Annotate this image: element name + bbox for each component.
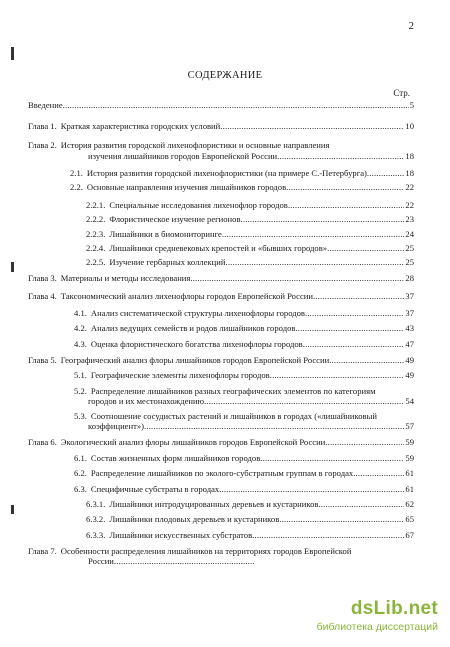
leader-dots xyxy=(277,151,404,161)
toc-entry-page: 37 xyxy=(405,307,414,318)
toc-entry-title: Изучение гербарных коллекций xyxy=(109,257,226,268)
page-title: СОДЕРЖАНИЕ xyxy=(187,70,263,81)
toc-entry-title: Распределение лишайников по эколого-субстратным группам в городах xyxy=(90,467,354,478)
toc-entry-page: 61 xyxy=(405,467,414,478)
toc-entry[interactable] xyxy=(28,214,414,224)
toc-entry-page: 18 xyxy=(405,167,414,178)
toc-entry-number: 2.2.1. xyxy=(86,200,106,211)
page-number: 2 xyxy=(408,20,414,32)
toc-entry-title: Основные направления изучения лишайников городов xyxy=(86,182,287,193)
toc-entry-number: Глава 1. xyxy=(28,121,57,132)
toc-entry-number: 6.1. xyxy=(74,452,87,463)
toc-entry[interactable] xyxy=(28,140,414,160)
toc-entry-number: 2.2.2. xyxy=(86,214,106,225)
toc-entry-title: История развития городской лихенофлористики (на примере С.-Петербурга) xyxy=(86,167,367,178)
margin-mark xyxy=(11,505,14,514)
toc-entry[interactable] xyxy=(28,499,414,509)
toc-entry-page: 59 xyxy=(405,437,414,448)
toc-entry[interactable] xyxy=(28,308,414,318)
leader-dots xyxy=(318,499,404,509)
toc-entry-page: 25 xyxy=(405,242,414,253)
leader-dots xyxy=(303,339,405,349)
toc-entry-page: 5 xyxy=(409,100,414,110)
toc-entry[interactable] xyxy=(28,437,414,447)
toc-entry-number: Глава 5. xyxy=(28,355,57,366)
toc-entry-number: 2.2.3. xyxy=(86,228,106,239)
toc-entry-page: 67 xyxy=(405,529,414,540)
toc-entry-title: Географический анализ флоры лишайников городов Европейской России xyxy=(60,355,330,366)
leader-dots xyxy=(222,229,405,239)
toc-entry-page: 22 xyxy=(405,200,414,211)
toc-entry-page: 22 xyxy=(405,182,414,193)
toc-entry[interactable] xyxy=(28,411,414,431)
toc-entry-page: 49 xyxy=(405,355,414,366)
toc-entry-number: 6.2. xyxy=(74,467,87,478)
watermark-subtitle: библиотека диссертаций xyxy=(316,621,438,633)
toc-entry[interactable] xyxy=(28,200,414,210)
toc-entry-number: Глава 3. xyxy=(28,273,57,284)
leader-dots xyxy=(144,421,404,431)
toc-entry-number: 5.1. xyxy=(74,370,87,381)
toc-entry-number: 2.2. xyxy=(70,182,83,193)
leader-dots xyxy=(305,308,404,318)
toc-entry-number: 2.2.4. xyxy=(86,242,106,253)
leader-dots xyxy=(329,355,404,365)
leader-dots xyxy=(270,370,405,380)
watermark-brand: dsLib.net xyxy=(350,598,438,619)
toc-entry-title: Таксономический анализ лихенофлоры городов Европейской России xyxy=(60,291,313,302)
toc-entry[interactable] xyxy=(28,386,414,406)
watermark-logo[interactable] xyxy=(317,598,438,633)
toc-entry[interactable] xyxy=(28,514,414,524)
toc-entry-number: 4.1. xyxy=(74,307,87,318)
leader-dots xyxy=(241,214,405,224)
toc-entry-page: 57 xyxy=(405,421,414,432)
toc-entry-title: Экологический анализ флоры лишайников городов Европейской России xyxy=(60,437,326,448)
toc-entry-page: 24 xyxy=(405,228,414,239)
toc-entry[interactable] xyxy=(28,370,414,380)
toc-entry-number: 6.3.3. xyxy=(86,529,106,540)
toc-entry-number: 6.3. xyxy=(74,484,87,495)
toc-entry-title: История развития городской лихенофлористики и основные направления xyxy=(60,140,330,151)
margin-mark xyxy=(11,262,14,272)
toc-entry-title: Соотношение сосудистых растений и лишайников в городах («лишайниковый xyxy=(90,411,377,422)
toc-entry-title: Материалы и методы исследования xyxy=(60,273,191,284)
leader-dots xyxy=(219,484,404,494)
toc-entry-title: Распределение лишайников разных географических элементов по категориям xyxy=(90,385,376,396)
leader-dots xyxy=(225,257,404,267)
toc-entry-title: Лишайники средневековых крепостей и «бывших городов» xyxy=(109,242,328,253)
leader-dots xyxy=(279,514,404,524)
toc-entry-page: 49 xyxy=(405,370,414,381)
leader-dots xyxy=(313,291,404,301)
toc-entry-page: 25 xyxy=(405,257,414,268)
toc-entry-title: Лишайники искусственных субстратов xyxy=(109,529,253,540)
toc-entry-page: 10 xyxy=(405,121,414,132)
toc-entry-page: 37 xyxy=(405,291,414,302)
toc-entry-number: Глава 7. xyxy=(28,545,57,556)
leader-dots xyxy=(204,396,404,406)
toc-entry-number: 5.2. xyxy=(74,385,87,396)
toc-entry[interactable] xyxy=(28,273,414,283)
toc-entry[interactable] xyxy=(28,323,414,333)
toc-entry-title: Лишайники интродуцированных деревьев и кустарников xyxy=(109,499,319,510)
toc-entry-title: Оценка флористического богатства лихенофлоры городов xyxy=(90,339,303,350)
toc-entry-number: Введение xyxy=(28,100,63,110)
toc-entry-title: Географические элементы лихенофлоры городов xyxy=(90,370,270,381)
toc-entry-number: 4.2. xyxy=(74,322,87,333)
toc-entry[interactable] xyxy=(28,229,414,239)
toc-entry-page: 61 xyxy=(405,484,414,495)
toc-entry-page: 59 xyxy=(405,452,414,463)
toc-entry[interactable] xyxy=(28,182,414,192)
toc-entry-number: 5.3. xyxy=(74,411,87,422)
toc-entry-number: 6.3.1. xyxy=(86,499,106,510)
toc-entry-title-continued: России xyxy=(88,556,114,567)
leader-dots xyxy=(367,168,405,178)
leader-dots xyxy=(288,200,405,210)
toc-entry-number: Глава 4. xyxy=(28,291,57,302)
leader-dots xyxy=(114,556,254,566)
toc-entry[interactable] xyxy=(28,257,414,267)
toc-entry-page: 18 xyxy=(405,150,414,161)
toc-entry-title-continued: изучения лишайников городов Европейской России xyxy=(88,150,278,161)
toc-entry[interactable] xyxy=(28,339,414,349)
toc-entry-title: Лишайники плодовых деревьев и кустарников xyxy=(109,514,280,525)
page-column-header: Стр. xyxy=(393,88,410,98)
toc-entry-title: Особенности распределения лишайников на территориях городов Европейской xyxy=(60,545,352,556)
toc-entry-title: Лишайники в биомониторинге xyxy=(109,228,222,239)
toc-entry[interactable] xyxy=(28,546,414,566)
toc-entry[interactable] xyxy=(28,291,414,301)
table-of-contents xyxy=(28,100,414,566)
toc-entry-page: 23 xyxy=(405,214,414,225)
toc-entry-page: 54 xyxy=(405,395,414,406)
toc-entry-title-continued: городов и их местонахождению xyxy=(88,395,205,406)
toc-entry-number: 2.1. xyxy=(70,167,83,178)
leader-dots xyxy=(295,323,404,333)
toc-entry-page: 43 xyxy=(405,322,414,333)
toc-entry[interactable] xyxy=(28,243,414,253)
toc-entry[interactable] xyxy=(28,468,414,478)
toc-entry-page: 62 xyxy=(405,499,414,510)
toc-entry[interactable] xyxy=(28,484,414,494)
toc-entry-number: 6.3.2. xyxy=(86,514,106,525)
toc-entry-number: 4.3. xyxy=(74,339,87,350)
toc-entry[interactable] xyxy=(28,121,414,131)
toc-entry-title-continued: коэффициент») xyxy=(88,421,144,432)
toc-entry-title: Краткая характеристика городских условий xyxy=(60,121,221,132)
toc-entry-number: Глава 6. xyxy=(28,437,57,448)
leader-dots xyxy=(286,182,404,192)
toc-entry-title: Специфичные субстраты в городах xyxy=(90,484,220,495)
toc-entry-number: Глава 2. xyxy=(28,140,57,151)
toc-entry-title: Анализ ведущих семейств и родов лишайников городов xyxy=(90,322,296,333)
toc-entry[interactable] xyxy=(28,453,414,463)
toc-entry-title: Специальные исследования лихенофлор городов xyxy=(109,200,288,211)
toc-entry-page: 28 xyxy=(405,273,414,284)
margin-mark xyxy=(11,47,14,60)
leader-dots xyxy=(252,530,404,540)
leader-dots xyxy=(260,453,404,463)
toc-entry-number: 2.2.5. xyxy=(86,257,106,268)
leader-dots xyxy=(353,468,404,478)
leader-dots xyxy=(325,437,404,447)
toc-entry-title: Анализ систематической структуры лихенофлоры городов xyxy=(90,307,305,318)
toc-entry[interactable] xyxy=(28,355,414,365)
leader-dots xyxy=(63,100,409,110)
leader-dots xyxy=(220,121,404,131)
toc-entry[interactable] xyxy=(28,100,414,110)
toc-entry-title: Флористическое изучение регионов xyxy=(109,214,241,225)
toc-entry[interactable] xyxy=(28,530,414,540)
toc-entry-page: 47 xyxy=(405,339,414,350)
toc-entry-page: 65 xyxy=(405,514,414,525)
toc-entry-title: Состав жизненных форм лишайников городов xyxy=(90,452,261,463)
leader-dots xyxy=(327,243,404,253)
toc-entry[interactable] xyxy=(28,168,414,178)
leader-dots xyxy=(190,273,404,283)
